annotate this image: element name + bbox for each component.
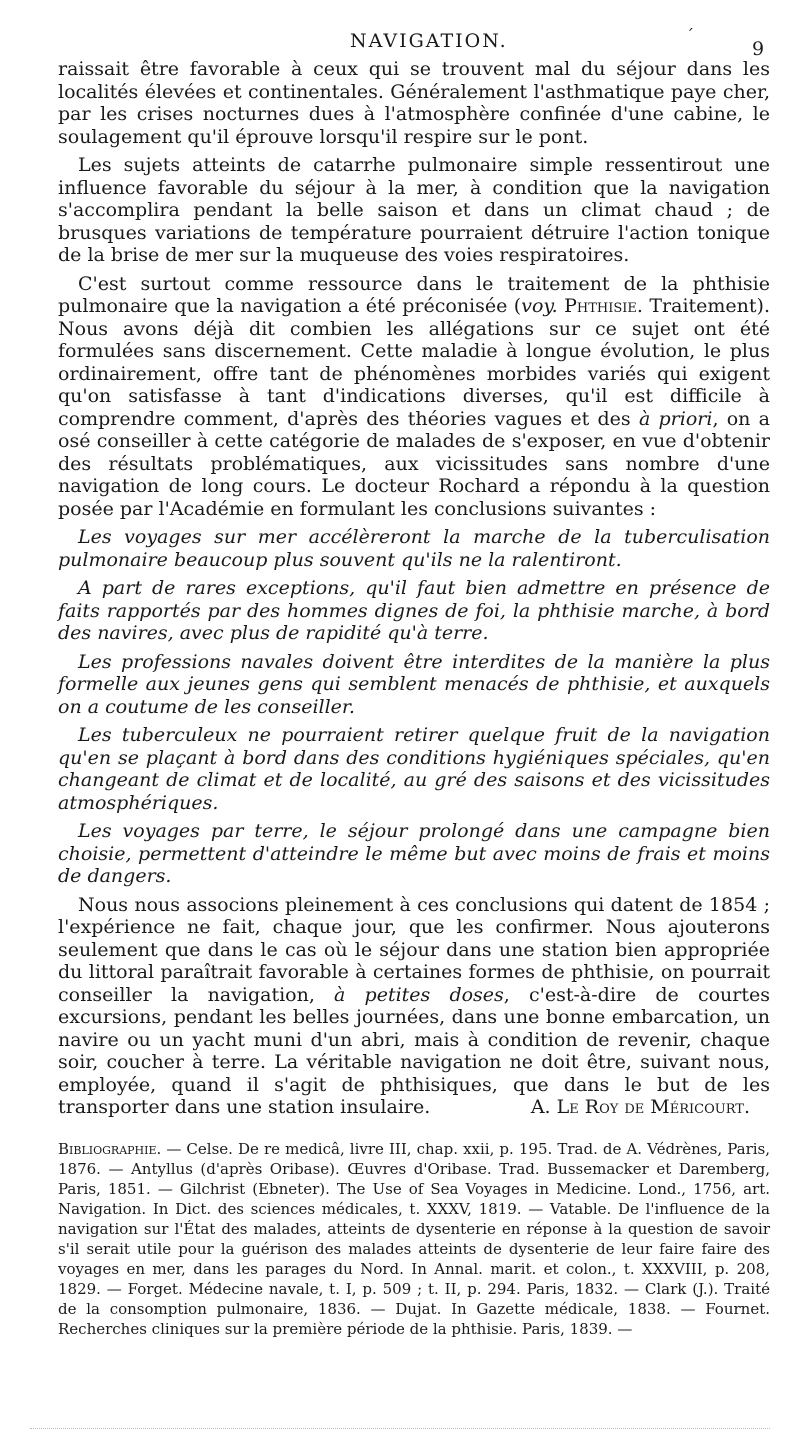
conclusion-4: Les tuberculeux ne pourraient retirer quelque fruit de la navigation qu'en se plaçant à bord dans des conditions hygiéniques spéciales, qu'en changeant de climat et de localité, au gré des saisons et des vicissitudes atmosphériques. [58,724,770,814]
page-number: 9 [752,38,765,60]
footer-rule [30,1428,770,1429]
author-signature: A. Le Roy de Méricourt. [530,1096,750,1118]
paragraph: C'est surtout comme ressource dans le traitement de la phthisie pulmonaire que la navigation a été préconisée (voy. Phthisie. Traitement). Nous avons déjà dit combien les allégations sur ce sujet ont été formulées sans discernement. Cette maladie à longue évolution, le plus ordinairement, offre tant de phénomènes morbides variés qui exigent qu'on satisfasse à tant d'indications diverses, qu'il est difficile à comprendre comment, d'après des théories vagues et des à priori, on a osé conseiller à cette catégorie de malades de s'exposer, en vue d'obtenir des résultats problématiques, aux vicissitudes sans nombre d'une navigation de long cours. Le docteur Rochard a répondu à la question posée par l'Académie en formulant les conclusions suivantes : [58,272,771,520]
margin-mark: ´ [686,26,694,45]
paragraph: Les sujets atteints de catarrhe pulmonaire simple ressentirout une influence favorable du séjour à la mer, à condition que la navigation s'accomplira pendant la belle saison et dans un climat chaud ; de brusques variations de température pourraient détruire l'action tonique de la brise de mer sur la muqueuse des voies respiratoires. [58,154,770,266]
bibliography-text: — Celse. De re medicâ, livre III, chap. xxii, p. 195. Trad. de A. Védrènes, Paris, 1876. — Antyllus (d'après Oribase). Œuvres d'Oribase. Trad. Bussemacker et Daremberg, Paris, 1851. — Gilchrist (Ebneter). The Use of Sea Voyages in Medicine. Lond., 1756, art. Navigation. In Dict. des sciences médicales, t. XXXV, 1819. — Vatable. De l'influence de la navigation sur l'État des malades, atteints de dysenterie en réponse à la question de savoir s'il serait utile pour la guérison des malades atteints de dysenterie de leur faire faire des voyages en mer, dans les parages du Nord. In Annal. marit. et colon., t. XXXVIII, p. 208, 1829. — Forget. Médecine navale, t. I, p. 509 ; t. II, p. 294. Paris, 1832. — Clark (J.). Traité de la consomption pulmonaire, 1836. — Dujat. In Gazette médicale, 1838. — Fournet. Recherches cliniques sur la première période de la phthisie. Paris, 1839. — [58,1139,770,1338]
conclusion-1: Les voyages sur mer accélèreront la marche de la tuberculisation pulmonaire beaucoup plus souvent qu'ils ne la ralentiront. [58,526,770,571]
conclusion-5: Les voyages par terre, le séjour prolongé dans une campagne bien choisie, permettent d'atteindre le même but avec moins de frais et moins de dangers. [58,820,770,887]
page-header [0,26,800,60]
bibliography [58,1139,770,1339]
running-head: NAVIGATION. [350,30,508,52]
bibliography-lead: Bibliographie. [58,1139,162,1158]
conclusion-3: Les professions navales doivent être interdites de la manière la plus formelle aux jeunes gens qui semblent menacés de phthisie, et auxquels on a coutume de les conseiller. [58,650,770,718]
page-body [58,58,770,1339]
paragraph: raissait être favorable à ceux qui se trouvent mal du séjour dans les localités élevées et continentales. Généralement l'asthmatique paye cher, par les crises nocturnes dues à l'atmosphère confinée d'une cabine, le soulagement qu'il éprouve lorsqu'il respire sur le pont. [58,58,770,148]
conclusion-2: A part de rares exceptions, qu'il faut bien admettre en présence de faits rapportés par des hommes dignes de foi, la phthisie marche, à bord des navires, avec plus de rapidité qu'à terre. [58,577,770,644]
paragraph: Nous nous associons pleinement à ces conclusions qui datent de 1854 ; l'expérience ne fait, chaque jour, que les confirmer. Nous ajouterons seulement que dans le cas où le séjour dans une station bien appropriée du littoral paraîtrait favorable à certaines formes de phthisie, on pourrait conseiller la navigation, à petites doses, c'est-à-dire de courtes excursions, pendant les belles journées, dans une bonne embarcation, un navire ou un yacht muni d'un abri, mais à condition de revenir, chaque soir, coucher à terre. La véritable navigation ne doit être, suivant nous, employée, quand il s'agit de phthisiques, que dans le but de les transporter dans une station insulaire. A. Le Roy de Méricourt. [58,893,770,1118]
